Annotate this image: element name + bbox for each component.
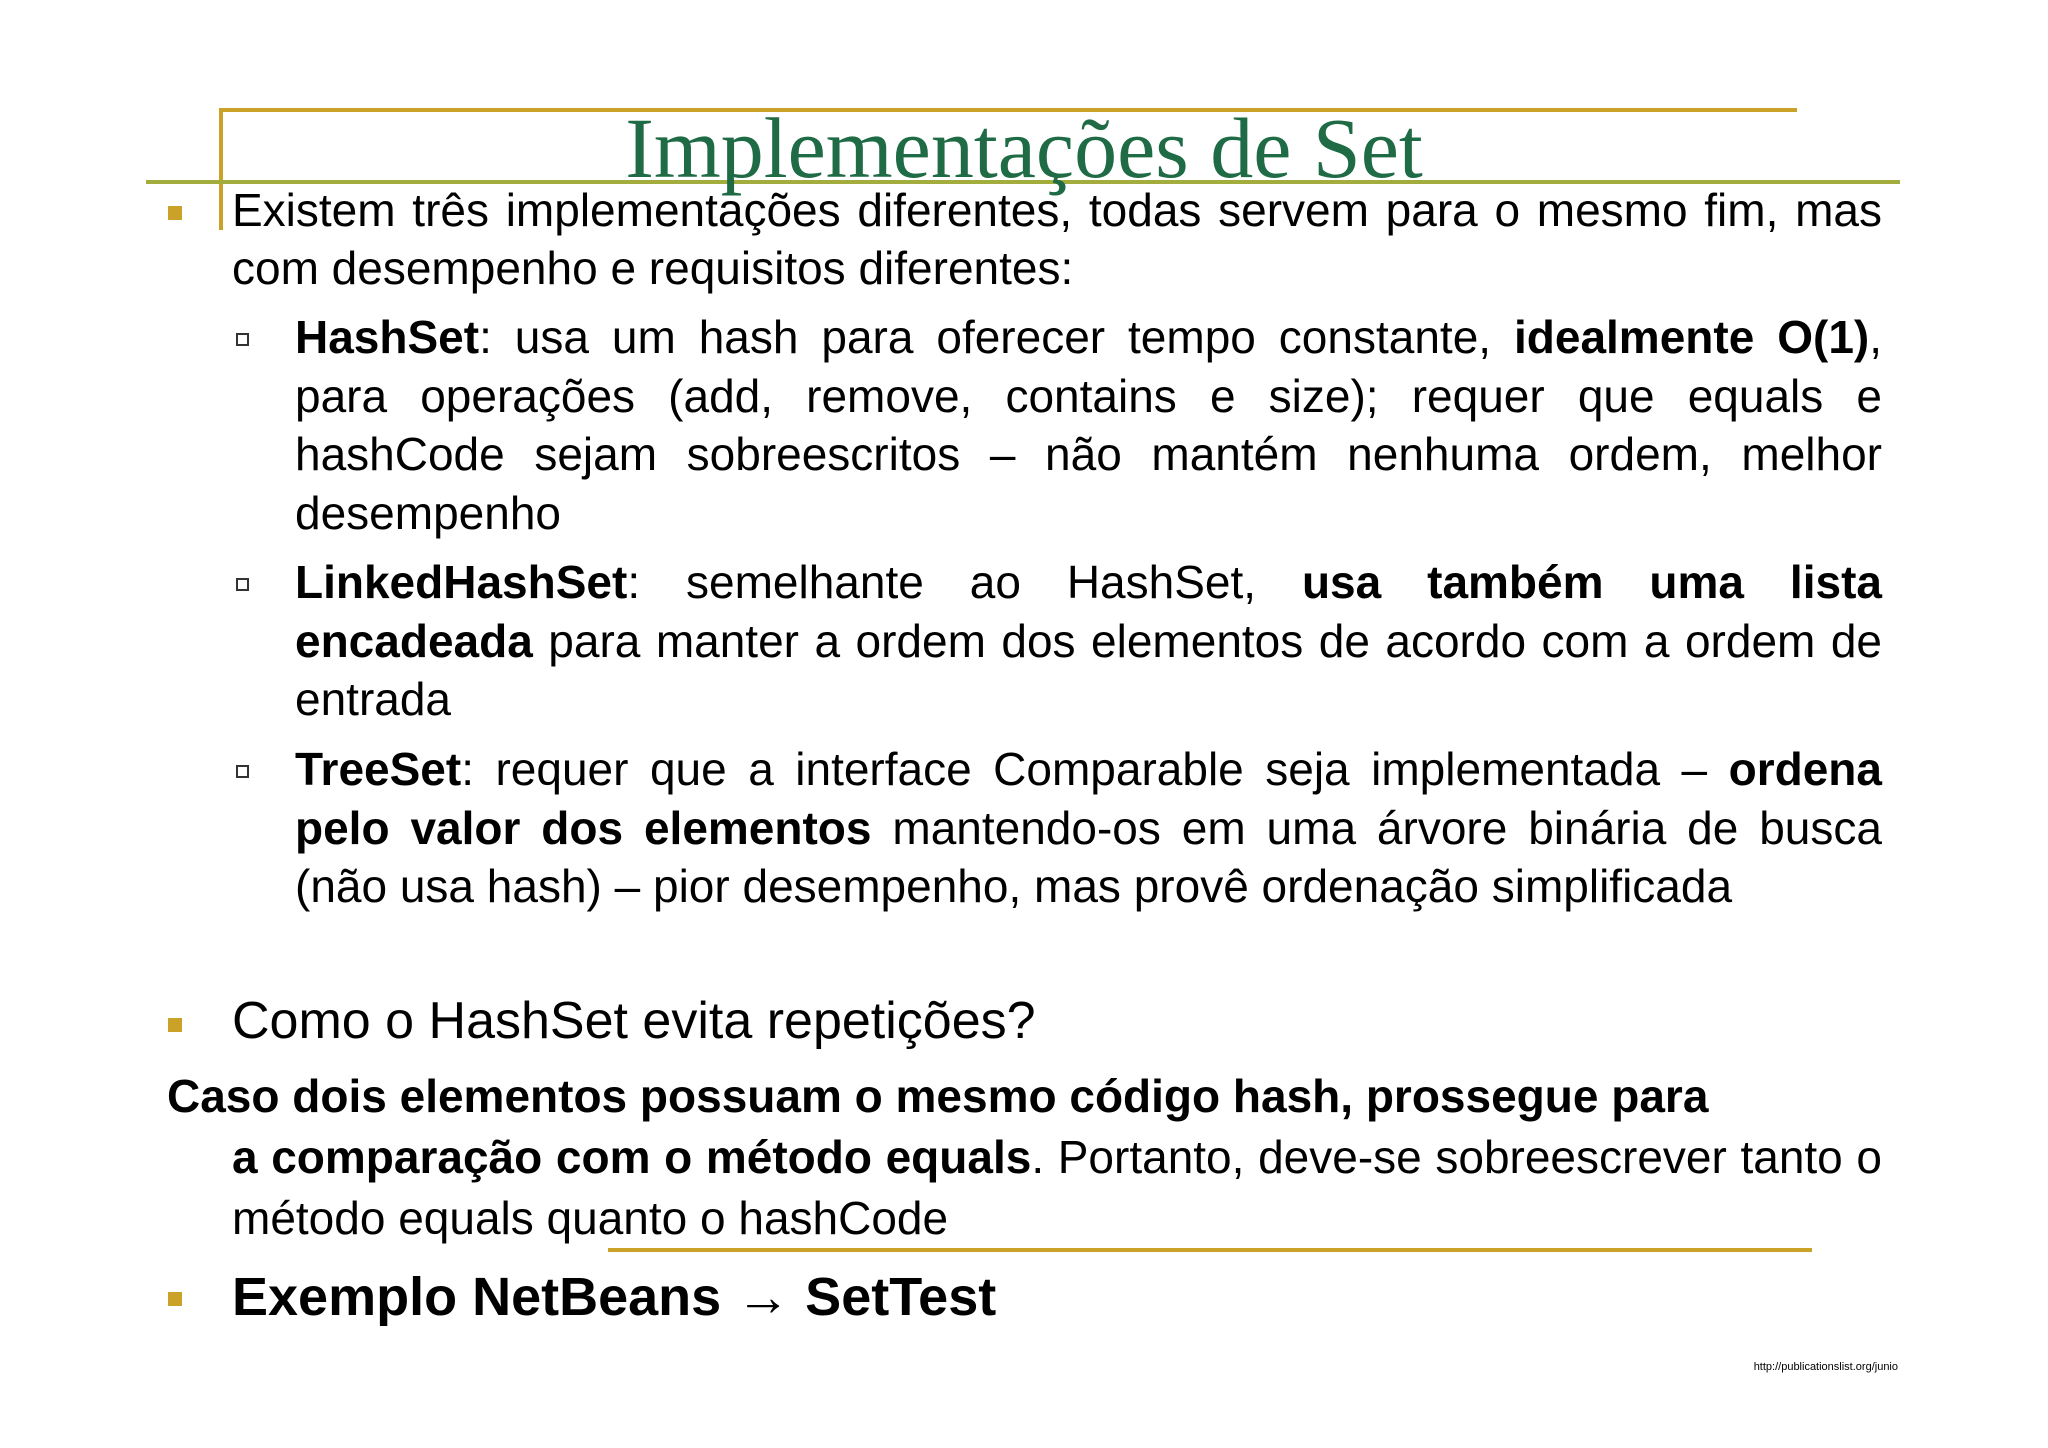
square-bullet-icon xyxy=(168,206,182,220)
item-hashset xyxy=(295,308,1882,542)
item-text: mantendo-os em uma árvore binária de busca (não usa hash) – pior desempenho, mas provê ordenação simplificada xyxy=(295,801,1882,912)
item-bold-text: idealmente O(1) xyxy=(1513,311,1870,363)
slide-title: Implementações de Set xyxy=(625,100,1423,196)
left-vertical-rule xyxy=(219,108,223,230)
intro-text: Existem três implementações diferentes, todas servem para o mesmo fim, mas com desempenho e requisitos diferentes: xyxy=(232,184,1882,294)
question-text: Como o HashSet evita repetições? xyxy=(232,992,1036,1050)
example-text xyxy=(232,1265,996,1329)
answer-normal-text: . Portanto, deve-se sobreescrever tanto o método equals quanto o hashCode xyxy=(232,1131,1882,1244)
item-name: LinkedHashSet xyxy=(295,556,628,608)
item-text: , para operações (add, remove, contains e size); requer que equals e hashCode sejam sobreescritos – não mantém nenhuma ordem, melhor desempenho xyxy=(295,311,1882,539)
item-text: : requer que a interface Comparable seja implementada – xyxy=(461,743,1729,795)
square-bullet-icon xyxy=(168,1018,182,1032)
hollow-square-bullet-icon xyxy=(236,333,249,346)
example-prefix: Exemplo NetBeans xyxy=(232,1267,737,1327)
item-name: TreeSet xyxy=(295,743,462,795)
item-linkedhashset xyxy=(295,553,1882,729)
item-treeset xyxy=(295,740,1882,916)
item-text: : usa um hash para oferecer tempo constante, xyxy=(479,311,1514,363)
hollow-square-bullet-icon xyxy=(236,578,249,591)
item-text: : semelhante ao HashSet, xyxy=(627,556,1302,608)
footer-url: http://publicationslist.org/junio xyxy=(1753,1361,1898,1373)
item-name: HashSet xyxy=(295,311,480,363)
right-arrow-icon: → xyxy=(736,1267,791,1327)
item-text: para manter a ordem dos elementos de acordo com a ordem de entrada xyxy=(295,614,1882,725)
answer-bold-line: Caso dois elementos possuam o mesmo código hash, prossegue para xyxy=(167,1070,1709,1122)
square-bullet-icon xyxy=(168,1292,182,1306)
answer-text xyxy=(167,1066,1882,1249)
item-bold-text: ordena pelo valor dos elementos xyxy=(295,743,1882,854)
answer-bold-line: a comparação com o método equals xyxy=(232,1131,1032,1183)
item-bold-text: usa também uma lista encadeada xyxy=(295,556,1882,667)
hollow-square-bullet-icon xyxy=(236,765,249,778)
example-suffix: SetTest xyxy=(790,1267,997,1327)
